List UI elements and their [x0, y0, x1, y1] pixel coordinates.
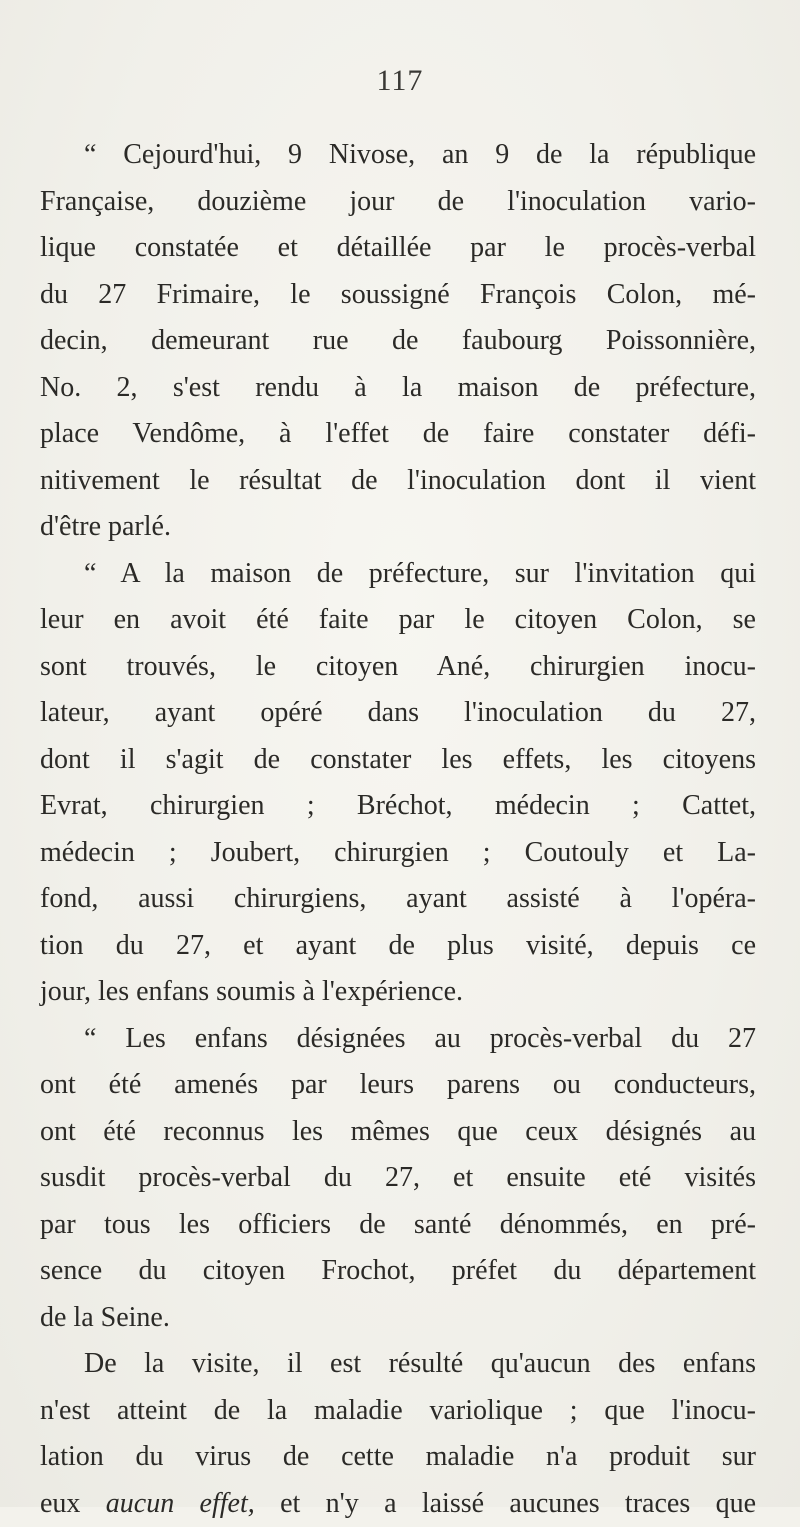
text-line: place Vendôme, à l'effet de faire constater défi- [40, 411, 756, 458]
text-line: “ Les enfans désignées au procès-verbal du 27 [40, 1016, 756, 1063]
text-line: jour, les enfans soumis à l'expérience. [40, 969, 756, 1016]
text-line: lateur, ayant opéré dans l'inoculation du 27, [40, 690, 756, 737]
text-line: Française, douzième jour de l'inoculation vario- [40, 179, 756, 226]
text-line: ont été reconnus les mêmes que ceux désignés au [40, 1109, 756, 1156]
text-line: “ A la maison de préfecture, sur l'invitation qui [40, 551, 756, 598]
text-line: n'est atteint de la maladie variolique ; que l'inocu- [40, 1388, 756, 1435]
body-text [40, 132, 756, 1527]
text-fragment: eux [40, 1488, 106, 1519]
text-line: dont il s'agit de constater les effets, les citoyens [40, 737, 756, 784]
text-line: leur en avoit été faite par le citoyen Colon, se [40, 597, 756, 644]
text-line [40, 1481, 756, 1527]
text-line: lique constatée et détaillée par le procès-verbal [40, 225, 756, 272]
text-line: ont été amenés par leurs parens ou conducteurs, [40, 1062, 756, 1109]
page-number: 117 [374, 64, 426, 98]
text-line: du 27 Frimaire, le soussigné François Colon, mé- [40, 272, 756, 319]
text-line: sence du citoyen Frochot, préfet du département [40, 1248, 756, 1295]
text-line: susdit procès-verbal du 27, et ensuite eté visités [40, 1155, 756, 1202]
text-line: d'être parlé. [40, 504, 756, 551]
text-line: De la visite, il est résulté qu'aucun des enfans [40, 1341, 756, 1388]
text-line: de la Seine. [40, 1295, 756, 1342]
text-line: tion du 27, et ayant de plus visité, depuis ce [40, 923, 756, 970]
text-line: par tous les officiers de santé dénommés, en pré- [40, 1202, 756, 1249]
text-line: lation du virus de cette maladie n'a produit sur [40, 1434, 756, 1481]
text-line: médecin ; Joubert, chirurgien ; Coutouly et La- [40, 830, 756, 877]
text-line: No. 2, s'est rendu à la maison de préfecture, [40, 365, 756, 412]
text-fragment: et n'y a laissé aucunes traces que [255, 1488, 756, 1519]
text-line: nitivement le résultat de l'inoculation dont il vient [40, 458, 756, 505]
text-line: Evrat, chirurgien ; Bréchot, médecin ; Cattet, [40, 783, 756, 830]
italic-phrase: aucun effet, [106, 1488, 255, 1519]
text-line: decin, demeurant rue de faubourg Poissonnière, [40, 318, 756, 365]
text-line: fond, aussi chirurgiens, ayant assisté à l'opéra- [40, 876, 756, 923]
text-line: “ Cejourd'hui, 9 Nivose, an 9 de la république [40, 132, 756, 179]
text-line: sont trouvés, le citoyen Ané, chirurgien inocu- [40, 644, 756, 691]
